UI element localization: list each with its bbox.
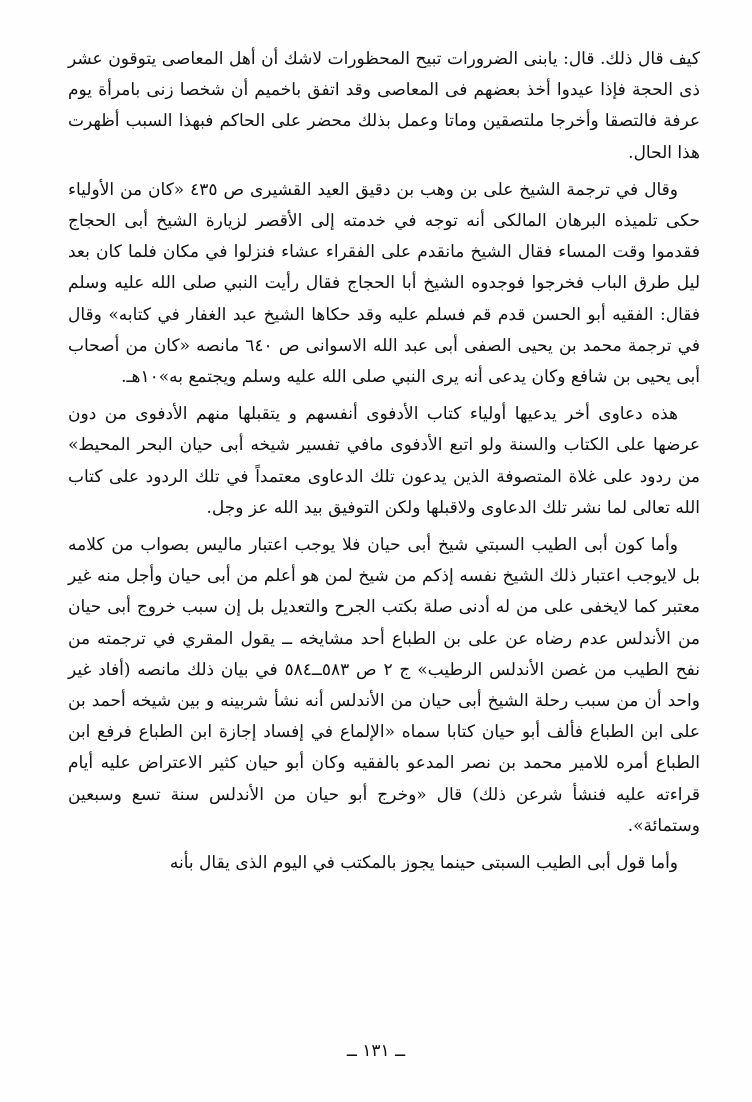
paragraph-3: هذه دعاوى أخر يدعيها أولياء كتاب الأدفوى أنفسهم و يتقبلها منهم الأدفوى من دون عرضها على الكتاب والسنة ولو اتبع الأدفوى مافي تفسير شيخه أبى حيان البحر المحيط» من ردود على غلاة المتصوفة الذين يدعون تلك الدعاوى معتمداً في تلك الردود على كتاب الله تعالى لما نشر تلك الدعاوى ولاقبلها ولكن التوفيق بيد الله عز وجل. [68,404,700,518]
paragraph-2: وقال في ترجمة الشيخ على بن وهب بن دقيق العيد القشيرى ص ٤٣٥ «كان من الأولياء حكى تلميذه البرهان المالكى أنه توجه في خدمته إلى الأقصر لزيارة الشيخ أبى الحجاج فقدموا وقت المساء فقال الشيخ مانقدم على الفقراء عشاء فنزلوا في مكان فلما كان بعد ليل طرق الباب فخرجوا فوجدوه الشيخ أبا الحجاج فقال رأيت النبي صلى الله عليه وسلم فقال: الفقيه أبو الحسن قدم قم فسلم عليه وقد حكاها الشيخ عبد الغفار في كتابه» وقال في ترجمة محمد بن يحيى الصفى أبى عبد الله الاسوانى ص ٦٤٠ مانصه «كان من أصحاب أبى يحيى بن شافع وكان يدعى أنه يرى النبي صلى الله عليه وسلم ويجتمع به»١٠هـ. [68,179,700,388]
paragraph-5: وأما قول أبى الطيب السبتى حينما يجوز بالمكتب في اليوم الذى يقال بأنه [169,853,678,874]
paragraph-1: كيف قال ذلك. قال: يابنى الضرورات تبيح المحظورات لاشك أن أهل المعاصى يتوقون عشر ذى الحجة فإذا عيدوا أخذ بعضهم فى المعاصى وقد اتفق باخميم أن شخصا زنى بامرأة يوم عرفة فالتصقا وأخرجا ملتصقين وماتا وعمل بذلك محضر على الحاكم فبهذا السبب أظهرت هذا الحال. [68,49,700,163]
page-number: ــ ١٣١ ــ [346,1041,406,1061]
body-text [68,44,700,885]
paragraph-4: وأما كون أبى الطيب السبتي شيخ أبى حيان فلا يوجب اعتبار ماليس بصواب من كلامه بل لايوجب اعتبار ذلك الشيخ نفسه إذكم من شيخ لمن هو أعلم من أبى حيان وأجل منه غير معتبر كما لايخفى على من له أدنى صلة بكتب الجرح والتعديل بل إن سبب خروج أبى حيان من الأندلس عدم رضاه عن على بن الطباع أحد مشايخه ــ يقول المقري في ترجمته من نفح الطيب من غصن الأندلس الرطيب» ج ٢ ص ٥٨٣ــ٥٨٤ في بيان ذلك مانصه (أفاد غير واحد أن من سبب رحلة الشيخ أبى حيان من الأندلس أنه نشأ شربينه و بين شيخه أحمد بن على ابن الطباع فألف أبو حيان كتابا سماه «الإلماع في إفساد إجازة ابن الطباع فرفع ابن الطباع أمره للامير محمد بن نصر المدعو بالفقيه وكان أبو حيان كثير الاعتراض عليه أيام قراءته عليه فنشأ شرعن ذلك) قال «وخرج أبو حيان من الأندلس سنة تسع وسبعين وستمائة». [68,535,700,836]
